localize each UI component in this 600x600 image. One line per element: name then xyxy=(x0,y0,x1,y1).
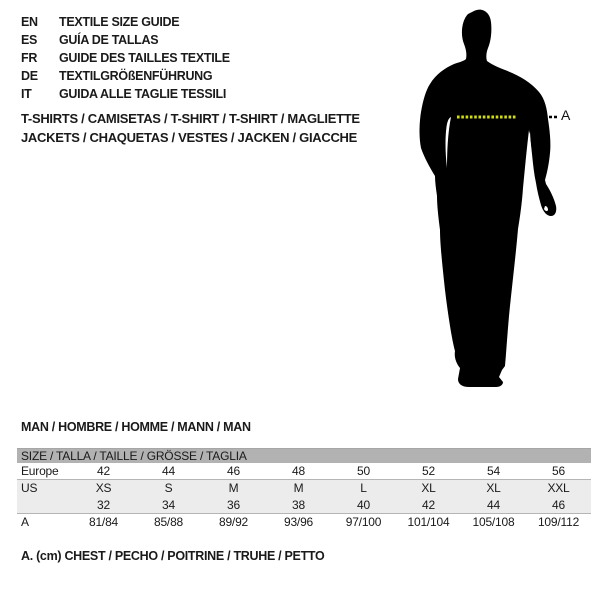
table-row-us xyxy=(17,480,591,497)
table-cell: XXL xyxy=(547,481,570,495)
table-cell: 38 xyxy=(292,498,305,512)
table-cell: 40 xyxy=(357,498,370,512)
row-label: A xyxy=(21,515,29,529)
man-silhouette-figure xyxy=(390,0,600,400)
language-code: DE xyxy=(21,69,38,83)
table-row-numeric xyxy=(17,497,591,514)
language-row xyxy=(21,85,230,103)
language-code: ES xyxy=(21,33,38,47)
language-code: FR xyxy=(21,51,38,65)
language-list xyxy=(21,13,230,103)
table-cell: S xyxy=(164,481,173,495)
table-cell: 101/104 xyxy=(407,515,450,529)
table-cell: 56 xyxy=(552,464,565,478)
row-label xyxy=(17,497,71,514)
language-title: TEXTILE SIZE GUIDE xyxy=(59,15,180,29)
table-cell: M xyxy=(293,481,304,495)
table-cell: 105/108 xyxy=(472,515,515,529)
section-title-man: MAN / HOMBRE / HOMME / MANN / MAN xyxy=(21,420,251,434)
table-cell: 89/92 xyxy=(218,515,249,529)
man-silhouette-icon xyxy=(390,0,600,400)
category-line-jackets: JACKETS / CHAQUETAS / VESTES / JACKEN / GIACCHE xyxy=(21,130,357,145)
table-cell: 46 xyxy=(227,464,240,478)
table-cell: 50 xyxy=(357,464,370,478)
table-cell: 81/84 xyxy=(88,515,119,529)
row-label: US xyxy=(21,481,38,495)
table-cell: 36 xyxy=(227,498,240,512)
table-cell: 42 xyxy=(97,464,110,478)
language-title: TEXTILGRÖßENFÜHRUNG xyxy=(59,69,213,83)
table-cell: 52 xyxy=(422,464,435,478)
table-cell: XS xyxy=(95,481,112,495)
language-title: GUIDE DES TAILLES TEXTILE xyxy=(59,51,230,65)
table-cell: 54 xyxy=(487,464,500,478)
row-label: Europe xyxy=(21,464,59,478)
table-row-europe xyxy=(17,463,591,480)
size-table xyxy=(17,448,591,531)
table-cell: XL xyxy=(421,481,436,495)
table-cell: 85/88 xyxy=(153,515,184,529)
table-cell: 46 xyxy=(552,498,565,512)
language-row xyxy=(21,49,230,67)
garment-categories xyxy=(21,109,360,147)
measure-label-a: A xyxy=(561,107,571,123)
language-code: EN xyxy=(21,15,38,29)
category-line-tshirts: T-SHIRTS / CAMISETAS / T-SHIRT / T-SHIRT / MAGLIETTE xyxy=(21,111,360,126)
table-cell: L xyxy=(360,481,367,495)
language-row xyxy=(21,13,230,31)
table-cell: 32 xyxy=(97,498,110,512)
table-cell: 34 xyxy=(162,498,175,512)
language-title: GUÍA DE TALLAS xyxy=(59,33,159,47)
language-title: GUIDA ALLE TAGLIE TESSILI xyxy=(59,87,227,101)
table-cell: 93/96 xyxy=(283,515,314,529)
table-cell: 109/112 xyxy=(537,515,580,529)
table-cell: M xyxy=(228,481,239,495)
table-cell: XL xyxy=(486,481,501,495)
table-cell: 42 xyxy=(422,498,435,512)
language-row xyxy=(21,31,230,49)
table-cell: 44 xyxy=(487,498,500,512)
measurement-legend: A. (cm) CHEST / PECHO / POITRINE / TRUHE / PETTO xyxy=(21,549,325,563)
language-code: IT xyxy=(21,87,32,101)
size-table-header: SIZE / TALLA / TAILLE / GRÖSSE / TAGLIA xyxy=(17,448,591,463)
table-cell: 48 xyxy=(292,464,305,478)
table-row-chest-a xyxy=(17,514,591,531)
table-cell: 97/100 xyxy=(345,515,382,529)
table-cell: 44 xyxy=(162,464,175,478)
language-row xyxy=(21,67,230,85)
